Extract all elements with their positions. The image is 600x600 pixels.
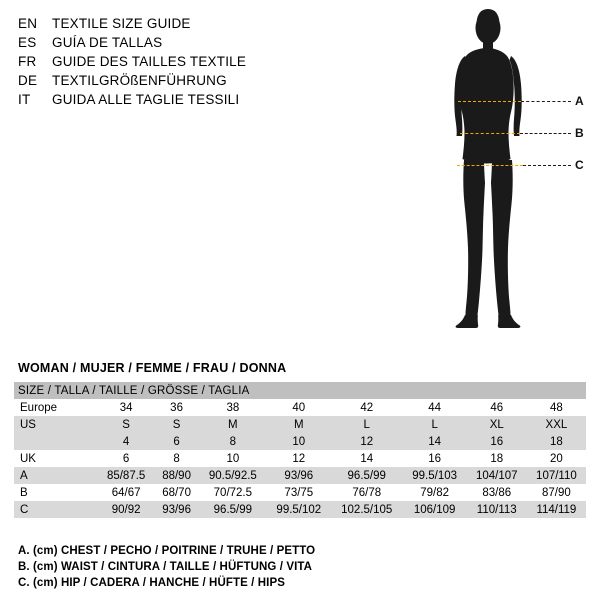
table-row	[14, 484, 586, 501]
table-cell: 8	[199, 433, 267, 450]
table-cell: S	[154, 416, 199, 433]
section-title: WOMAN / MUJER / FEMME / FRAU / DONNA	[18, 361, 287, 375]
hip-guide-line	[457, 165, 523, 166]
hip-marker-label: C	[575, 158, 584, 172]
language-row	[18, 14, 418, 33]
table-cell: 16	[467, 433, 527, 450]
row-label: B	[14, 484, 98, 501]
table-cell: 73/75	[267, 484, 331, 501]
table-cell: M	[267, 416, 331, 433]
table-cell: 10	[199, 450, 267, 467]
language-row	[18, 71, 418, 90]
table-cell: 110/113	[467, 501, 527, 518]
chest-marker-label: A	[575, 94, 584, 108]
table-row	[14, 433, 586, 450]
table-cell: 20	[527, 450, 586, 467]
chest-leader-line	[521, 101, 571, 102]
table-cell: XXL	[527, 416, 586, 433]
table-cell: 107/110	[527, 467, 586, 484]
table-cell: 96.5/99	[199, 501, 267, 518]
table-cell: 96.5/99	[331, 467, 403, 484]
table-cell: 114/119	[527, 501, 586, 518]
table-cell: 106/109	[403, 501, 467, 518]
body-figure	[420, 8, 595, 373]
table-cell: 90/92	[98, 501, 154, 518]
table-row	[14, 501, 586, 518]
table-cell: 68/70	[154, 484, 199, 501]
language-code: EN	[18, 16, 38, 31]
table-cell: 10	[267, 433, 331, 450]
table-cell: 93/96	[267, 467, 331, 484]
language-title: GUIDA ALLE TAGLIE TESSILI	[52, 92, 240, 107]
table-cell: 18	[467, 450, 527, 467]
row-label: UK	[14, 450, 98, 467]
table-cell: 42	[331, 399, 403, 416]
size-table	[14, 382, 586, 518]
language-header-block	[18, 14, 418, 109]
table-cell: 4	[98, 433, 154, 450]
table-cell: M	[199, 416, 267, 433]
table-cell: 16	[403, 450, 467, 467]
table-row	[14, 467, 586, 484]
table-cell: 38	[199, 399, 267, 416]
table-row	[14, 399, 586, 416]
row-label: A	[14, 467, 98, 484]
table-cell: 46	[467, 399, 527, 416]
table-cell: 102.5/105	[331, 501, 403, 518]
language-row	[18, 90, 418, 109]
table-row	[14, 450, 586, 467]
table-cell: 36	[154, 399, 199, 416]
chest-guide-line	[458, 101, 521, 102]
table-cell: 87/90	[527, 484, 586, 501]
table-cell: 8	[154, 450, 199, 467]
table-cell: 12	[267, 450, 331, 467]
legend-line: C. (cm) HIP / CADERA / HANCHE / HÜFTE / HIPS	[18, 577, 286, 589]
table-cell: 85/87.5	[98, 467, 154, 484]
table-cell: 88/90	[154, 467, 199, 484]
language-code: ES	[18, 35, 37, 50]
waist-marker-label: B	[575, 126, 584, 140]
table-cell: 6	[98, 450, 154, 467]
language-title: TEXTILGRÖßENFÜHRUNG	[52, 73, 227, 88]
waist-guide-line	[460, 133, 520, 134]
table-cell: 79/82	[403, 484, 467, 501]
table-cell: 70/72.5	[199, 484, 267, 501]
table-cell: 83/86	[467, 484, 527, 501]
row-label	[14, 433, 98, 450]
table-cell: 48	[527, 399, 586, 416]
table-cell: 93/96	[154, 501, 199, 518]
language-title: TEXTILE SIZE GUIDE	[52, 16, 191, 31]
table-cell: 90.5/92.5	[199, 467, 267, 484]
language-title: GUIDE DES TAILLES TEXTILE	[52, 54, 247, 69]
table-cell: 99.5/103	[403, 467, 467, 484]
table-column-header: SIZE / TALLA / TAILLE / GRÖSSE / TAGLIA	[14, 382, 586, 399]
language-row	[18, 52, 418, 71]
language-code: DE	[18, 73, 38, 88]
table-cell: 34	[98, 399, 154, 416]
hip-leader-line	[523, 165, 571, 166]
table-cell: 14	[403, 433, 467, 450]
language-code: FR	[18, 54, 37, 69]
table-cell: 18	[527, 433, 586, 450]
table-row	[14, 416, 586, 433]
table-cell: 14	[331, 450, 403, 467]
table-cell: L	[331, 416, 403, 433]
table-cell: 64/67	[98, 484, 154, 501]
table-cell: 76/78	[331, 484, 403, 501]
table-cell: 6	[154, 433, 199, 450]
table-cell: 12	[331, 433, 403, 450]
language-row	[18, 33, 418, 52]
table-cell: 44	[403, 399, 467, 416]
table-cell: S	[98, 416, 154, 433]
table-header-row	[14, 382, 586, 399]
female-silhouette-icon	[420, 8, 595, 373]
row-label: Europe	[14, 399, 98, 416]
legend-line: B. (cm) WAIST / CINTURA / TAILLE / HÜFTUNG / VITA	[18, 561, 313, 573]
row-label: US	[14, 416, 98, 433]
table-cell: XL	[467, 416, 527, 433]
table-cell: 104/107	[467, 467, 527, 484]
row-label: C	[14, 501, 98, 518]
table-cell: 40	[267, 399, 331, 416]
waist-leader-line	[520, 133, 571, 134]
table-cell: L	[403, 416, 467, 433]
table-cell: 99.5/102	[267, 501, 331, 518]
language-code: IT	[18, 92, 31, 107]
measurement-legend	[18, 543, 578, 591]
legend-line: A. (cm) CHEST / PECHO / POITRINE / TRUHE / PETTO	[18, 545, 316, 557]
language-title: GUÍA DE TALLAS	[52, 35, 163, 50]
